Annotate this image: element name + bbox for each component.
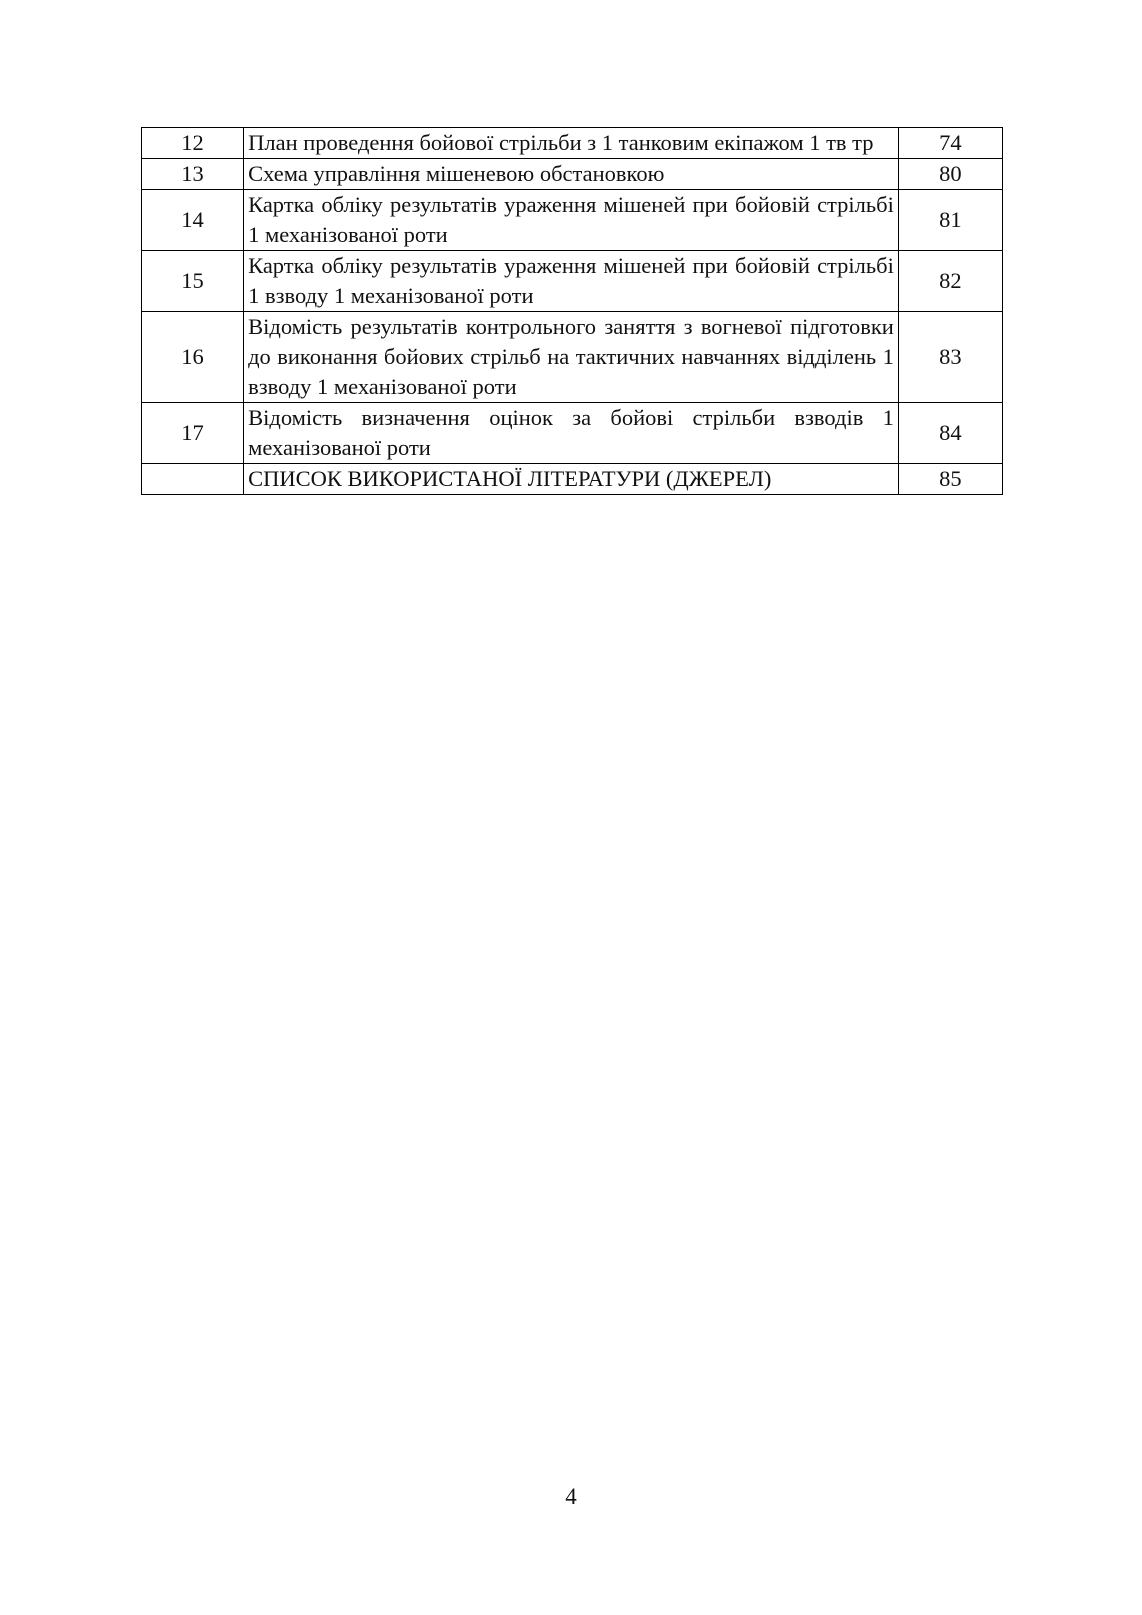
row-title: Схема управління мішеневою обстановкою — [244, 159, 899, 190]
row-page: 80 — [898, 159, 1002, 190]
row-number: 14 — [142, 190, 244, 251]
page-number: 4 — [565, 1484, 577, 1509]
row-number — [142, 464, 244, 495]
row-number: 16 — [142, 312, 244, 403]
row-page: 74 — [898, 128, 1002, 159]
row-number: 12 — [142, 128, 244, 159]
row-page: 85 — [898, 464, 1002, 495]
table-row — [142, 251, 1003, 312]
row-page: 81 — [898, 190, 1002, 251]
table-row — [142, 464, 1003, 495]
table-row — [142, 159, 1003, 190]
row-number: 13 — [142, 159, 244, 190]
row-title: План проведення бойової стрільби з 1 танковим екіпажом 1 тв тр — [244, 128, 899, 159]
table-row — [142, 312, 1003, 403]
table-row — [142, 190, 1003, 251]
row-title: Відомість визначення оцінок за бойові стрільби взводів 1 механізованої роти — [244, 403, 899, 464]
row-number: 17 — [142, 403, 244, 464]
row-page: 83 — [898, 312, 1002, 403]
table-row — [142, 403, 1003, 464]
table-of-contents — [141, 127, 1003, 495]
row-number: 15 — [142, 251, 244, 312]
row-page: 82 — [898, 251, 1002, 312]
row-title: Картка обліку результатів ураження мішеней при бойовій стрільбі 1 взводу 1 механізованої роти — [244, 251, 899, 312]
row-page: 84 — [898, 403, 1002, 464]
row-title: СПИСОК ВИКОРИСТАНОЇ ЛІТЕРАТУРИ (ДЖЕРЕЛ) — [244, 464, 899, 495]
row-title: Картка обліку результатів ураження мішеней при бойовій стрільбі 1 механізованої роти — [244, 190, 899, 251]
table-row — [142, 128, 1003, 159]
row-title: Відомість результатів контрольного заняття з вогневої підготовки до виконання бойових стрільб на тактичних навчаннях відділень 1 взводу 1 механізованої роти — [244, 312, 899, 403]
